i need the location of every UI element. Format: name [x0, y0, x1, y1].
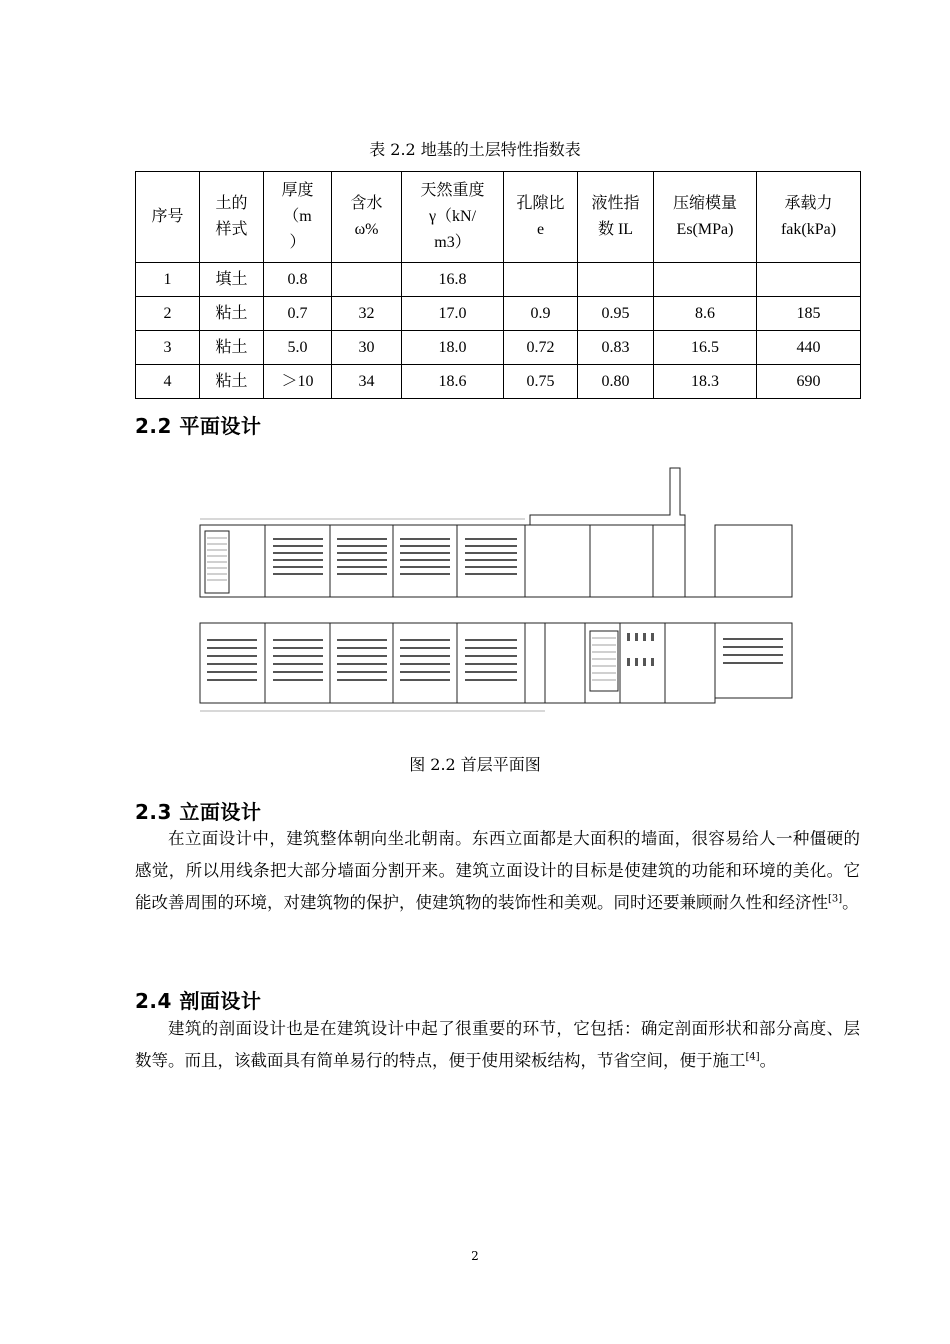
table-cell: 粘土	[200, 331, 264, 365]
table-cell	[578, 263, 654, 297]
table-header-cell	[757, 172, 861, 263]
header-line: 承载力	[784, 195, 833, 212]
table-cell: 17.0	[402, 297, 504, 331]
table-cell: 粘土	[200, 365, 264, 399]
paragraph-text: 建筑的剖面设计也是在建筑设计中起了很重要的环节，它包括：确定剖面形状和部分高度、层数等。而且，该截面具有简单易行的特点，便于使用梁板结构，节省空间，便于施工	[135, 1019, 860, 1070]
header-line: Es(MPa)	[676, 221, 734, 238]
section-heading-2-3: 2.3 立面设计	[135, 800, 262, 824]
table-cell: 32	[332, 297, 402, 331]
table-header-cell	[264, 172, 332, 263]
table-cell: 0.80	[578, 365, 654, 399]
table-cell	[757, 263, 861, 297]
table-body	[136, 263, 861, 399]
paragraph-text: 在立面设计中，建筑整体朝向坐北朝南。东西立面都是大面积的墙面，很容易给人一种僵硬的感觉，所以用线条把大部分墙面分割开来。建筑立面设计的目标是使建筑的功能和环境的美化。它能改善周围的环境，对建筑物的保护，使建筑物的装饰性和美观。同时还要兼顾耐久性和经济性	[135, 829, 860, 912]
table-cell: 0.8	[264, 263, 332, 297]
table-cell: 185	[757, 297, 861, 331]
header-line: 含水	[350, 195, 383, 212]
header-line: 厚度	[281, 182, 314, 199]
section-2-3-paragraph	[135, 823, 860, 919]
table-cell: 18.0	[402, 331, 504, 365]
header-line: （m	[283, 208, 312, 225]
table-cell: 16.8	[402, 263, 504, 297]
paragraph-end: 。	[759, 1051, 777, 1070]
header-line: 序号	[151, 208, 184, 225]
table-cell: 4	[136, 365, 200, 399]
table-row	[136, 263, 861, 297]
table-header-cell	[402, 172, 504, 263]
table-header-cell	[654, 172, 757, 263]
ground-floor-plan-drawing	[195, 463, 797, 723]
header-line: 天然重度	[420, 182, 485, 199]
page-number: 2	[471, 1249, 479, 1263]
table-row	[136, 331, 861, 365]
table-cell: 0.95	[578, 297, 654, 331]
table-cell: 1	[136, 263, 200, 297]
table-cell: 440	[757, 331, 861, 365]
table-caption: 表 2.2 地基的土层特性指数表	[369, 140, 581, 159]
header-line: 数 IL	[597, 221, 634, 238]
floor-plan-east-lecture	[715, 623, 792, 698]
section-heading-2-2: 2.2 平面设计	[135, 414, 262, 438]
header-line: fak(kPa)	[780, 221, 837, 238]
table-header-cell	[332, 172, 402, 263]
paragraph-end: 。	[842, 893, 859, 912]
table-header-cell	[578, 172, 654, 263]
citation-ref: [4]	[745, 1051, 760, 1063]
table-header-cell	[504, 172, 578, 263]
table-cell: 690	[757, 365, 861, 399]
table-cell: 18.3	[654, 365, 757, 399]
table-row	[136, 365, 861, 399]
header-line: 土的	[215, 195, 248, 212]
table-cell: 5.0	[264, 331, 332, 365]
header-line: e	[536, 221, 545, 238]
table-cell	[332, 263, 402, 297]
table-cell: 0.9	[504, 297, 578, 331]
header-line: 样式	[215, 221, 248, 238]
header-line: 压缩模量	[672, 195, 737, 212]
table-cell: 0.83	[578, 331, 654, 365]
table-cell: 粘土	[200, 297, 264, 331]
header-line: m3）	[434, 234, 471, 251]
table-cell: 0.75	[504, 365, 578, 399]
table-cell: 填土	[200, 263, 264, 297]
header-line: ）	[289, 234, 306, 251]
header-line: 孔隙比	[516, 195, 565, 212]
table-header-cell	[200, 172, 264, 263]
table-header-cell	[136, 172, 200, 263]
floor-plan-hall	[525, 525, 685, 597]
header-line: γ（kN/	[428, 208, 477, 225]
floor-plan-east-room	[715, 525, 792, 597]
header-line: ω%	[354, 221, 379, 238]
table-header-row	[136, 172, 861, 263]
table-cell: 30	[332, 331, 402, 365]
table-cell: 0.72	[504, 331, 578, 365]
section-2-4-paragraph	[135, 1013, 860, 1077]
table-cell: 16.5	[654, 331, 757, 365]
table-cell: 2	[136, 297, 200, 331]
table-cell: 8.6	[654, 297, 757, 331]
citation-ref: [3]	[828, 893, 843, 905]
header-line: 液性指	[591, 195, 640, 212]
section-heading-2-4: 2.4 剖面设计	[135, 989, 262, 1013]
table-cell: 18.6	[402, 365, 504, 399]
table-cell: ＞10	[264, 365, 332, 399]
table-cell: 34	[332, 365, 402, 399]
table-cell: 3	[136, 331, 200, 365]
soil-properties-table	[135, 171, 861, 399]
figure-caption: 图 2.2 首层平面图	[409, 755, 541, 774]
table-cell	[504, 263, 578, 297]
table-cell	[654, 263, 757, 297]
table-cell: 0.7	[264, 297, 332, 331]
table-row	[136, 297, 861, 331]
